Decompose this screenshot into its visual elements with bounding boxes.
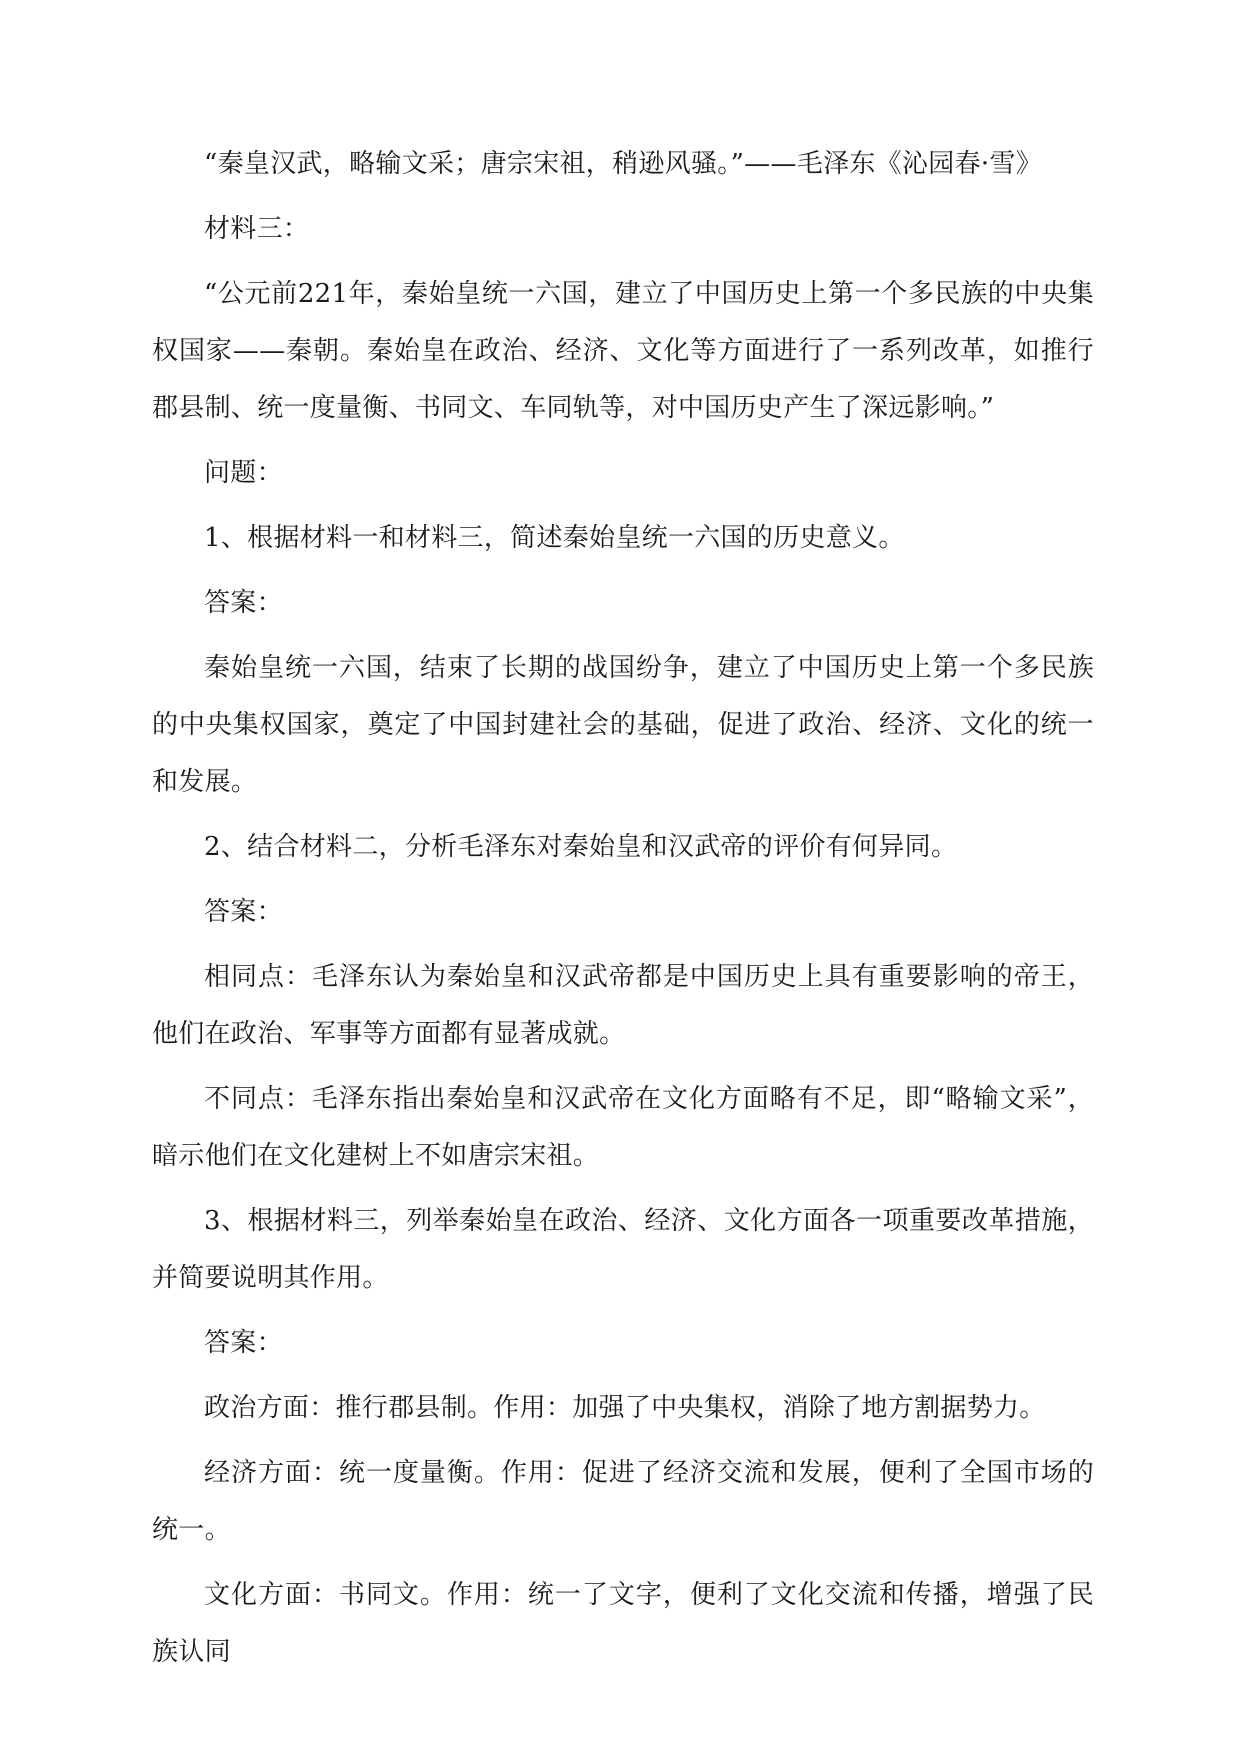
answer-2-difference: 不同点：毛泽东指出秦始皇和汉武帝在文化方面略有不足，即“略输文采”，暗示他们在文化建树上不如唐宗宋祖。: [152, 1084, 1094, 1171]
questions-heading: 问题：: [204, 458, 283, 488]
answer-1-text: 秦始皇统一六国，结束了长期的战国纷争，建立了中国历史上第一个多民族的中央集权国家，奠定了中国封建社会的基础，促进了政治、经济、文化的统一和发展。: [152, 653, 1094, 797]
document-body: [152, 136, 1094, 1689]
answer-3-label: 答案：: [204, 1328, 283, 1358]
question-1: 1、根据材料一和材料三，简述秦始皇统一六国的历史意义。: [204, 523, 905, 553]
material-three-text: “公元前221年，秦始皇统一六国，建立了中国历史上第一个多民族的中央集权国家——秦朝。秦始皇在政治、经济、文化等方面进行了一系列改革，如推行郡县制、统一度量衡、书同文、车同轨等，对中国历史产生了深远影响。”: [152, 279, 1094, 423]
question-3: 3、根据材料三，列举秦始皇在政治、经济、文化方面各一项重要改革措施，并简要说明其作用。: [152, 1206, 1094, 1293]
answer-3-cultural: 文化方面：书同文。作用：统一了文字，便利了文化交流和传播，增强了民族认同: [152, 1580, 1094, 1667]
quote-paragraph: “秦皇汉武，略输文采；唐宗宋祖，稍逊风骚。”——毛泽东《沁园春·雪》: [204, 149, 1043, 179]
answer-2-similarity: 相同点：毛泽东认为秦始皇和汉武帝都是中国历史上具有重要影响的帝王，他们在政治、军事等方面都有显著成就。: [152, 962, 1094, 1049]
answer-3-political: 政治方面：推行郡县制。作用：加强了中央集权，消除了地方割据势力。: [204, 1393, 1046, 1423]
answer-3-economic: 经济方面：统一度量衡。作用：促进了经济交流和发展，便利了全国市场的统一。: [152, 1458, 1094, 1545]
material-three-heading: 材料三：: [204, 214, 310, 244]
answer-2-label: 答案：: [204, 897, 283, 927]
question-2: 2、结合材料二，分析毛泽东对秦始皇和汉武帝的评价有何异同。: [204, 832, 958, 862]
answer-1-label: 答案：: [204, 588, 283, 618]
